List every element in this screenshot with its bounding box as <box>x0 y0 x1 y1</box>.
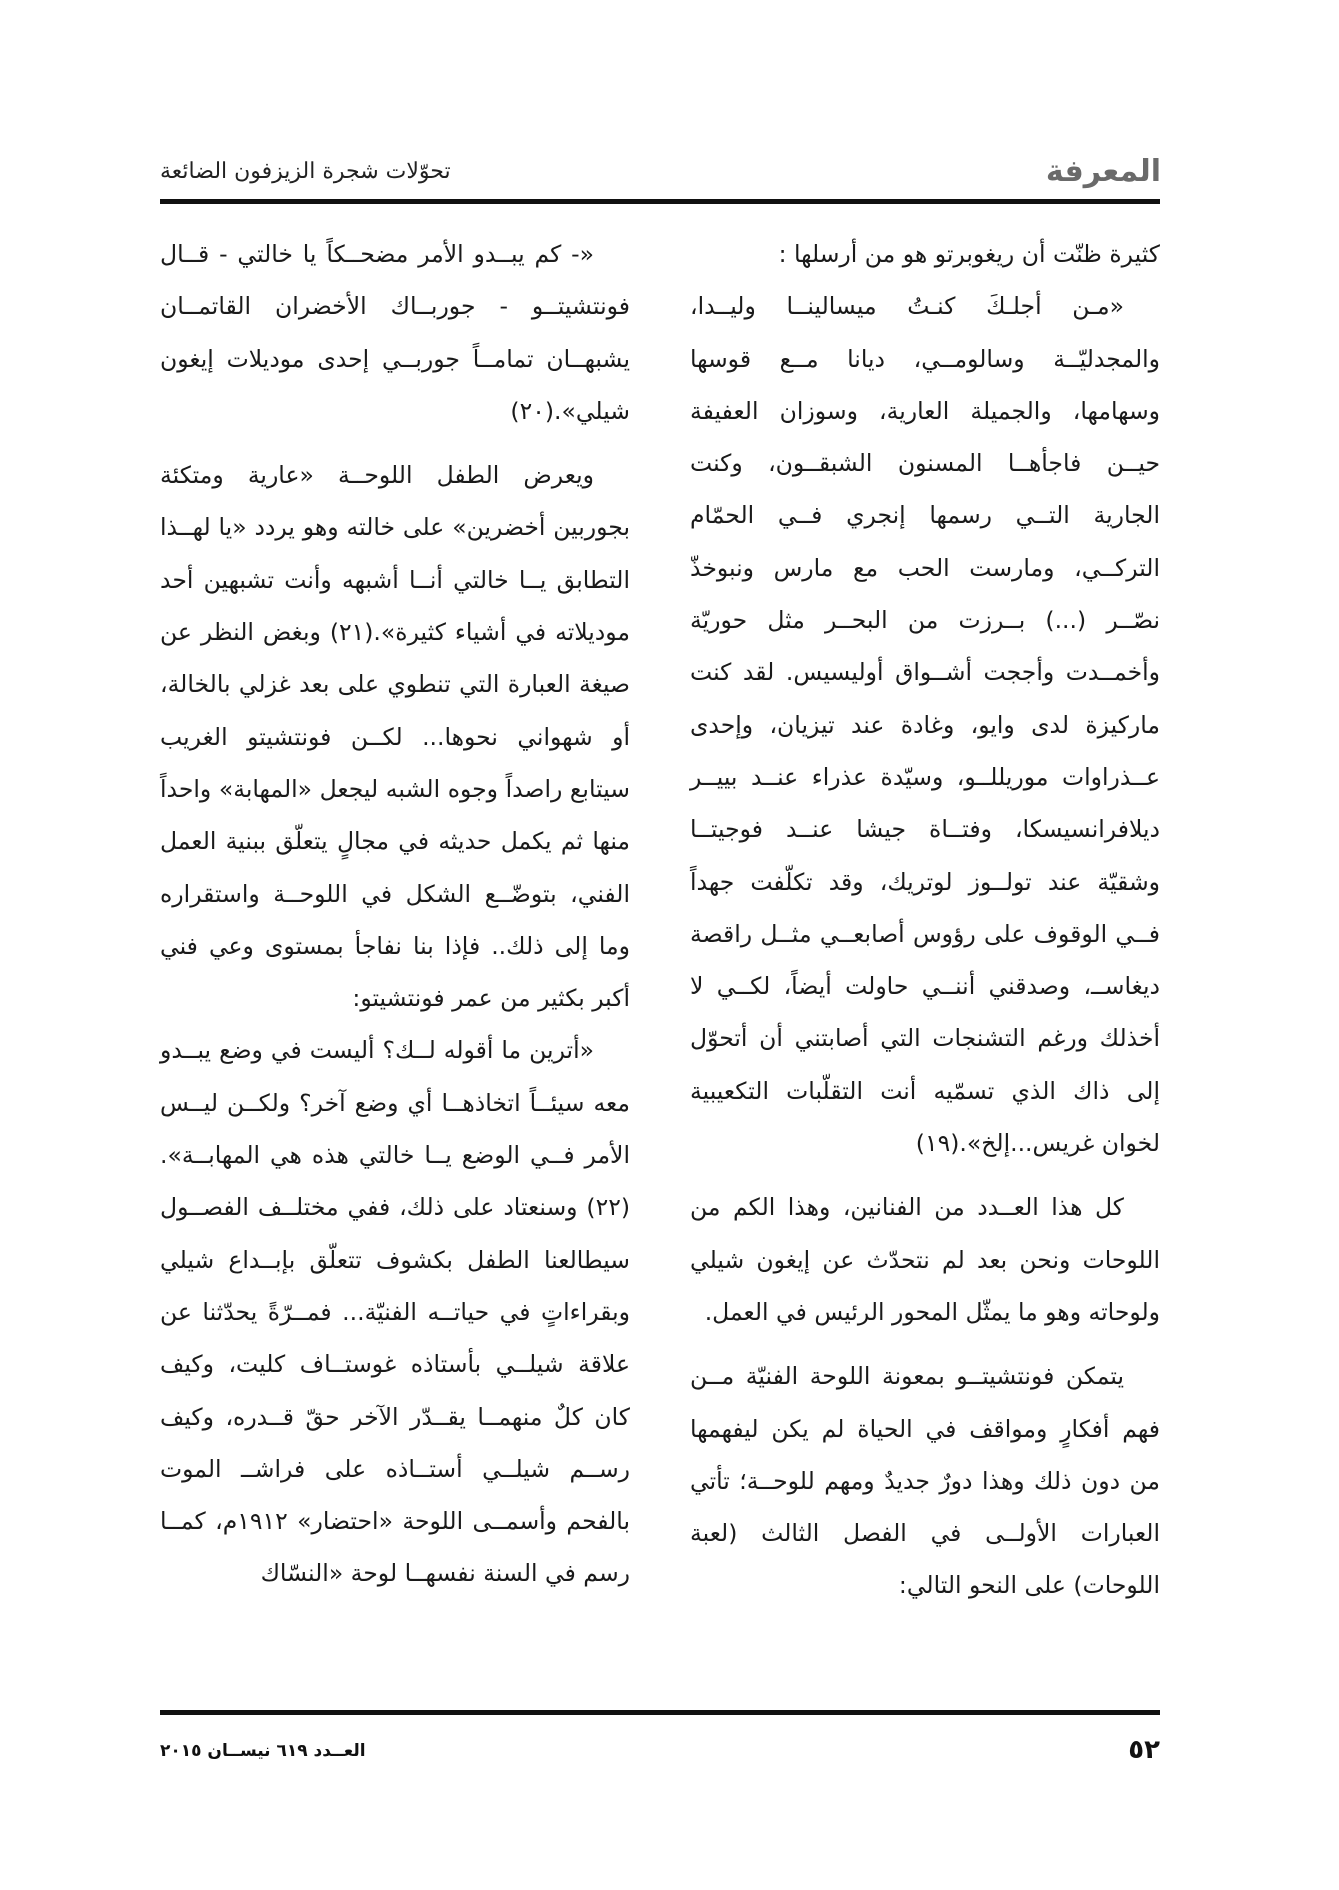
quote-paragraph: «- كم يبــدو الأمر مضحــكاً يا خالتي - قــال فونتشيتــو - جوربــاك الأخضران القاتمــان يشبهــان تمامــاً جوربــي إحدى موديلات إيغون شيلي».(٢٠) <box>160 240 630 425</box>
page-number: ٥٢ <box>1128 1735 1160 1765</box>
running-title: تحوّلات شجرة الزيزفون الضائعة <box>160 159 451 184</box>
right-column <box>690 228 1160 1612</box>
paragraph: كثيرة ظنّت أن ريغوبرتو هو من أرسلها : <box>778 240 1160 268</box>
paragraph: كل هذا العــدد من الفنانين، وهذا الكم من اللوحات ونحن بعد لم نتحدّث عن إيغون شيلي ولوحاته وهو ما يمثّل المحور الرئيس في العمل. <box>690 1193 1160 1326</box>
left-column <box>160 228 630 1600</box>
footer-rule <box>160 1710 1160 1715</box>
quote-paragraph: «مـن أجلـكَ كنـتُ ميسالينــا وليــدا، والمجدليّــة وسالومــي، ديانا مــع قوسها وسهامها، والجميلة العارية، وسوزان العفيفة حيــن فاجأهــا المسنون الشبقــون، وكنت الجارية التــي رسمها إنجري فــي الحمّام التركــي، ومارست الحب مع مارس ونبوخذّ نصّــر (...) بــرزت من البحــر مثل حوريّة وأخمــدت وأججت أشــواق أوليسيس. لقد كنت ماركيزة لدى وايو، وغادة عند تيزيان، وإحدى عــذراوات موريللــو، وسيّدة عذراء عنــد بييــر ديلافرانسيسكا، وفتــاة جيشا عنــد فوجيتــا وشقيّة عند تولــوز لوتريك، وقد تكلّفت جهداً فــي الوقوف على رؤوس أصابعــي مثــل راقصة ديغاســ، وصدقني أننــي حاولت أيضاً، لكــي لا أخذلك ورغم التشنجات التي أصابتني أن أتحوّل إلى ذاك الذي تسمّيه أنت التقلّبات التكعيبية لخوان غريس...إلخ».(١٩) <box>690 292 1160 1158</box>
magazine-logo: المعرفة <box>1045 154 1161 189</box>
paragraph: يتمكن فونتشيتــو بمعونة اللوحة الفنيّة مــن فهم أفكارٍ ومواقف في الحياة لم يكن ليفهمها من دون ذلك وهذا دورٌ جديدٌ ومهم للوحــة؛ تأتي العبارات الأولــى في الفصل الثالث (لعبة اللوحات) على النحو التالي: <box>690 1362 1160 1600</box>
header-rule <box>160 199 1160 204</box>
issue-info: العــدد ٦١٩ نيســان ٢٠١٥ <box>160 1741 366 1761</box>
quote-paragraph: «أترين ما أقوله لــك؟ أليست في وضع يبــدو معه سيئــاً اتخاذهــا أي وضع آخر؟ ولكــن ليــس الأمر فــي الوضع يــا خالتي هذه هي المهابــة».(٢٢) وسنعتاد على ذلك، ففي مختلــف الفصــول سيطالعنا الطفل بكشوف تتعلّق بإبــداع شيلي وبقراءاتٍ في حياتــه الفنيّة... فمــرّةً يحدّثنا عن علاقة شيلــي بأستاذه غوستــاف كليت، وكيف كان كلٌ منهمــا يقــدّر الآخر حقّ قــدره، وكيف رســم شيلــي أستــاذه على فراشــ الموت بالفحم وأسمــى اللوحة «احتضار» ١٩١٢م، كمــا رسم في السنة نفسهــا لوحة «النسّاك <box>160 1036 630 1588</box>
paragraph: ويعرض الطفل اللوحــة «عارية ومتكئة بجوربين أخضرين» على خالته وهو يردد «يا لهــذا التطابق يــا خالتي أنــا أشبهه وأنت تشبهين أحد موديلاته في أشياء كثيرة».(٢١) وبغض النظر عن صيغة العبارة التي تنطوي على بعد غزلي بالخالة، أو شهواني نحوها... لكــن فونتشيتو الغريب سيتابع راصداً وجوه الشبه ليجعل «المهابة» واحداً منها ثم يكمل حديثه في مجالٍ يتعلّق ببنية العمل الفني، بتوضّــع الشكل في اللوحــة واستقراره وما إلى ذلك.. فإذا بنا نفاجأ بمستوى وعي فني أكبر بكثير من عمر فونتشيتو: <box>160 461 630 1013</box>
